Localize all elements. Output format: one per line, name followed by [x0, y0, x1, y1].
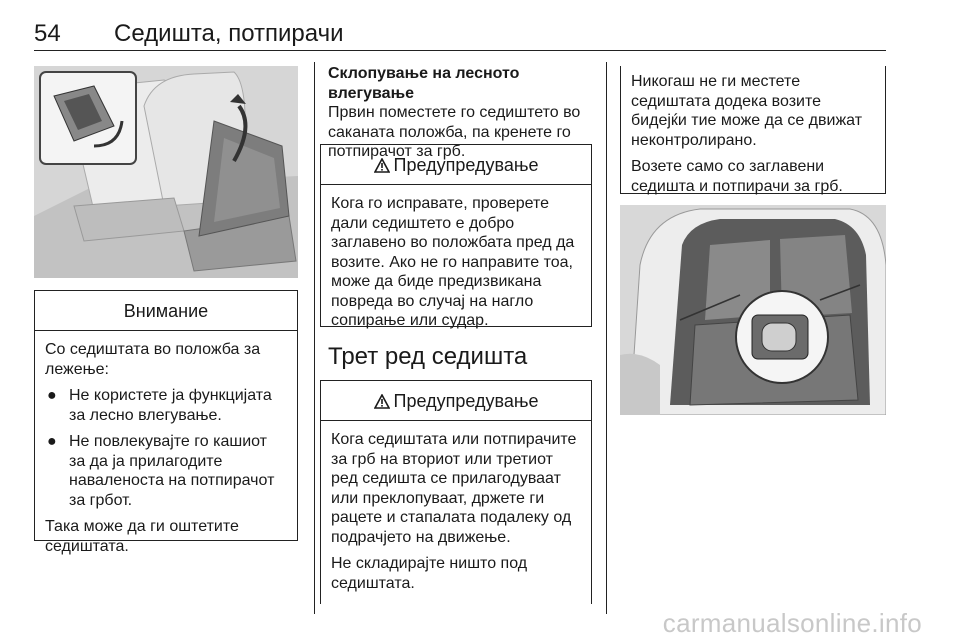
page-number: 54: [34, 20, 61, 47]
watermark: carmanualsonline.info: [662, 608, 922, 638]
notice-bullet: [45, 386, 287, 425]
warning-text-1: Кога го исправате, проверете дали седиштето е добро заглавено во положбата пред да возите. Ако не го направите тоа, може да биде предизвикана повреда во случај на нагло сопирање или судар.: [331, 195, 575, 329]
section-heading: Трет ред седишта: [328, 343, 528, 370]
trunk-illustration: [620, 205, 886, 415]
warning-triangle-icon: [374, 158, 390, 173]
continued-warning-box: [620, 66, 886, 194]
warning-text-2a: Кога седиштата или потпирачите за грб на вториот или третиот ред седишта се прилагодуваат или преклопуваат, држете ги рацете и стапалата подалеку од подрачјето на движење.: [331, 431, 577, 546]
warning-box-1: [320, 144, 592, 327]
warning-title-1: Предупредување: [393, 155, 539, 175]
warning-title-2: Предупредување: [393, 391, 539, 411]
column-divider-1: [314, 62, 315, 614]
bullet-dot-icon: ●: [47, 433, 57, 450]
continued-text-2: Возете само со заглавени седишта и потпирачи за грб.: [631, 158, 843, 195]
page-title: Седишта, потпирачи: [114, 20, 344, 47]
easy-entry-paragraph: Првин поместете го седиштето во саканата положба, па кренете го потпирачот за грб.: [328, 104, 581, 160]
notice-outro: Така може да ги оштетите седиштата.: [45, 518, 239, 555]
warning-header-2: [321, 381, 591, 421]
page-header: [34, 18, 886, 51]
bullet-dot-icon: ●: [47, 387, 57, 404]
warning-text-2b: Не складирајте ништо под седиштата.: [331, 555, 528, 592]
notice-intro: Со седиштата во положба за лежење:: [45, 341, 261, 378]
seat-folding-illustration: [34, 66, 298, 278]
easy-entry-subheading: Склопување на лесното влегување: [328, 65, 520, 102]
notice-bullet: [45, 432, 287, 510]
notice-bullet-text: Не повлекувајте го кашиот за да ја прилагодите наваленоста на потпирачот за грбот.: [69, 433, 275, 509]
notice-box: [34, 290, 298, 555]
warning-header-1: [321, 145, 591, 185]
notice-bullet-text: Не користете ја функцијата за лесно влегување.: [69, 387, 272, 424]
column-divider-2: [606, 62, 607, 614]
continued-text-1: Никогаш не ги местете седиштата додека возите бидејќи тие може да се движат неконтролирано.: [631, 73, 863, 149]
warning-triangle-icon: [374, 394, 390, 409]
warning-box-2: [320, 380, 592, 604]
notice-title: Внимание: [35, 291, 297, 331]
